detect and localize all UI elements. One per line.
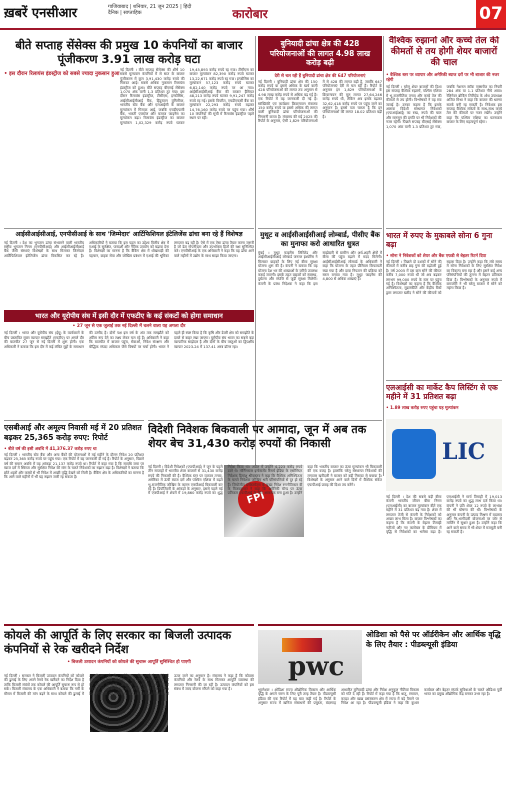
pwc-odisha-story [258, 624, 502, 796]
infrastructure-headline-band [258, 36, 382, 71]
masthead [0, 0, 506, 30]
infrastructure-body: नई दिल्ली । बुनियादी ढांचा क्षेत्र की 150 करोड़ रुपये या इससे अधिक के खर्च वाली 428 परियोजनाओं की लागत तय अनुमान से 4.98 लाख करोड़ रुपये से अधिक बढ़ गई है। एक रिपोर्ट में यह जानकारी दी गई है। सांख्यिकी एवं कार्यक्रम क्रियान्वयन मंत्रालय 150 करोड़ रुपये या इससे अधिक की लागत वाली बुनियादी ढांचा परियोजनाओं की निगरानी करता है। मंत्रालय की मई 2025 की रिपोर्ट के अनुसार, ऐसी 1,829 परियोजनाओं में से 428 की लागत बढ़ी है, जबकि 647 परियोजनाएं देरी से चल रही हैं। रिपोर्ट के अनुसार इन 1,829 परियोजनाओं के क्रियान्वयन की मूल लागत 27,64,246 करोड़ रुपये थी, लेकिन अब इसके बढ़कर 32,62,418 करोड़ रुपये पर पहुंच जाने का अनुमान है। इससे पता चलता है कि इन परियोजनाओं की लागत 18.02 प्रतिशत बढ़ी है। [258, 79, 382, 124]
column-divider [255, 36, 256, 476]
coal-kicker: • बिजली उत्पादन कंपनियों को कोयले की सुचारू आपूर्ति सुनिश्चित हो पाएगी [67, 660, 191, 665]
trade-headline: भारत और यूरोपीय संघ में इसी दौर में एफटीए के कई संकटों को होगा समाधान [35, 312, 223, 320]
infrastructure-headline: बुनियादी ढांचा क्षेत्र की 428 परियोजनाओं की लागत 4.98 लाख करोड़ बढ़ी [269, 39, 371, 67]
sbi-headline: एसबीआई और अमूल्य निवासी मई में 20 प्रतिशत बढ़कर 25,365 करोड़ रुपए: रिपोर्ट [4, 423, 142, 442]
market-outlook-kicker: • वैश्विक स्तर पर व्यापार और अमेरिकी ब्याज दरों पर भी बाजार की नजर रहेगी [386, 72, 500, 82]
fpi-body: नई दिल्ली । विदेशी निवेशकों (एफपीआई) ने जून के पहले तीन सप्ताहों में भारतीय शेयर बाजारों से 31,430 करोड़ रुपये की निकासी की है। वैश्विक स्तर पर व्यापार तनाव, अमेरिका में ऊंची ब्याज दरों और पश्चिम एशिया में बढ़ते भू-राजनीतिक जोखिम के कारण एफपीआई बिकवाली कर रहे हैं। डिपॉजिटरी के आंकड़ों के अनुसार, इससे पहले मई में एफपीआई ने शेयरों में 19,860 करोड़ रुपये का शुद्ध निवेश किया था। अप्रैल में उन्होंने 4,223 करोड़ रुपये डाले थे। मॉर्निंगस्टार इन्वेस्टमेंट रिसर्च इंडिया के एसोसिएट निदेशक हिमांशु श्रीवास्तव ने कहा कि वैश्विक अनिश्चितता के चलते निवेशक जोखिम भरी परिसंपत्तियों से दूर हो रहे हैं। जियोजीत इन्वेस्टमेंट्स के मुख्य निवेश रणनीतिकार वी के विजयकुमार ने कहा कि अमेरिकी बॉन्ड पर ऊंचा प्रतिफल एफपीआई के लिए आकर्षक बना हुआ है। उन्होंने कहा कि भारतीय बाजार का ऊंचा मूल्यांकन भी बिकवाली की एक वजह है। हालांकि घरेलू संस्थागत निवेशकों की लगातार खरीदारी ने बाजार को बड़ी गिरावट से बचाया है। विशेषज्ञों के अनुसार आने वाले दिनों में वैश्विक संकेत एफपीआई प्रवाह की दिशा तय करेंगे। [148, 465, 382, 496]
lic-wordmark: LIC [442, 439, 486, 465]
muthoot-body: मुंबई । मुथूट फाइनेंस लिमिटेड और आईसीआईसीआई लोम्बार्ड जनरल इंश्योरेंस ने मिलकर ग्राहकों के लिए नई बीमा सुरक्षा योजना शुरू की है। कंपनी ने बताया कि यह योजना देश भर की शाखाओं के जरिये उपलब्ध कराई जाएगी। इसके तहत ग्राहकों को स्वास्थ्य, दुर्घटना और संपत्ति से जुड़ी सुरक्षा मिलेगी। कंपनी के प्रबंध निदेशक ने कहा कि इस साझेदारी से ग्रामीण और अर्ध-शहरी क्षेत्रों में बीमा की पहुंच बढ़ाने में मदद मिलेगी। आईसीआईसीआई लोम्बार्ड के अधिकारी ने कहा कि योजना के तहत प्रीमियम किफायती रखा गया है और दावा निपटान की प्रक्रिया को सरल बनाया गया है। मुथूट फाइनेंस की 4,800 से अधिक शाखाएं हैं। [258, 251, 382, 286]
ai-framework-headline: आईसीआईसीआई, एनपीसीआई के साथ 'जिम्मेदार' आर्टिफिशियल इंटेलिजेंस ढांचा बना रहे हैं विशेषज्ञ [15, 231, 243, 238]
coal-headline: कोयले की आपूर्ति के लिए सरकार का बिजली उत्पादक कंपनियों से रेक खरीदने निर्देश [4, 628, 232, 656]
lead-story [4, 36, 254, 226]
sbi-body: नई दिल्ली । भारतीय स्टेट बैंक और अन्य बैंकों की योजनाओं में मई महीने के दौरान निवेश 20 प्रतिशत बढ़कर 25,365 करोड़ रुपये पर पहुंच गया। एक रिपोर्ट में यह जानकारी दी गई है। रिपोर्ट के अनुसार, पिछले वर्ष की समान अवधि में यह आंकड़ा 21,137 करोड़ रुपये था। रिपोर्ट में कहा गया है कि सावधि जमा पर ब्याज दरों में स्थिरता और सुरक्षित निवेश की मांग के चलते निवेशकों का रुझान बढ़ा है। विशेषज्ञों ने बताया कि छोटे शहरों और कस्बों से भी निवेश में अच्छी वृद्धि देखने को मिली है। बैंकिंग क्षेत्र के अधिकारियों का मानना है कि आने वाले महीनों में भी यह रुझान जारी रह सकता है। [4, 453, 144, 480]
coal-body: नई दिल्ली । सरकार ने बिजली उत्पादन कंपनियों को कोयले की ढुलाई के लिए अपने रेलवे रेक खरीदने का निर्देश दिया है ताकि बिजली संयंत्रों तक कोयले की आपूर्ति सुचारू रूप से हो सके। बिजली मंत्रालय के एक अधिकारी ने बताया कि गर्मी के मौसम में बिजली की मांग बढ़ने के साथ कोयले की ढुलाई में अड़चनें आ रही थीं। उन्होंने कहा कि अपने रेक होने से कंपनियों को रेलवे पर निर्भरता कम होगी और आपूर्ति में देरी की समस्या दूर होगी। अधिकारी के अनुसार इससे बिजली संयंत्रों में कोयले का पर्याप्त भंडार बनाए रखने में मदद मिलेगी। देश में बिजली की अधिकतम मांग इस वर्ष 250 गीगावाट से ऊपर जाने का अनुमान है। मंत्रालय ने कहा है कि कोयला कंपनियों और रेलवे के साथ मिलकर आपूर्ति व्यवस्था की लगातार निगरानी की जा रही है। उत्पादन कंपनियों को इस संबंध में जल्द योजना सौंपने को कहा गया है। [4, 674, 254, 696]
fpi-photo-label: FPI [233, 476, 278, 521]
gold-kicker: • सोना ने निवेशकों को शेयर और बैंक एफडी से बेहतर रिटर्न दिया [386, 253, 487, 258]
trade-kicker: • 27 जून से एक जुलाई तक नई दिल्ली में चलने वाला यह अगला दौर [72, 324, 186, 329]
ai-framework-body: नई दिल्ली । देश का भुगतान ढांचा संभालने वाली भारतीय राष्ट्रीय भुगतान निगम (एनपीसीआई) और आईसीआईसीआई बैंक जैसी संस्थाएं विशेषज्ञों के साथ मिलकर जिम्मेदार आर्टिफिशियल इंटेलिजेंस ढांचा विकसित कर रहे हैं। अधिकारियों ने बताया कि इस पहल का उद्देश्य वित्तीय क्षेत्र में एआई के सुरक्षित, पारदर्शी और नैतिक उपयोग को बढ़ावा देना है। विशेषज्ञों का मानना है कि बैंकिंग क्षेत्र में धोखाधड़ी की पहचान, ग्राहक सेवा और जोखिम प्रबंधन में एआई की भूमिका लगातार बढ़ रही है। ऐसे में एक ऐसा ढांचा तैयार करना जरूरी है जो डेटा गोपनीयता और उपभोक्ता हितों की रक्षा सुनिश्चित करे। एनपीसीआई के एक अधिकारी ने कहा कि यह ढांचा आने वाले महीनों में उद्योग के साथ साझा किया जाएगा। [4, 240, 254, 258]
pwc-headline: ओडिशा को पैसे पर ऑर्डरीकेन और आर्थिक वृद्धि के लिए तैयार : पीडब्ल्यूसी इंडिया [366, 630, 501, 649]
market-outlook-body: नई दिल्ली । घरेलू शेयर बाजारों की दिशा इस सप्ताह वैश्विक रुझानों, पश्चिम एशिया में भू-राजनीतिक तनाव और कच्चे तेल की कीमतों से तय होगी। विश्लेषकों ने यह राय जताई है। उनका कहना है कि इसके अलावा विदेशी संस्थागत निवेशकों (एफआईआई) का रुख, रुपये की चाल और मानसून की प्रगति पर भी निवेशकों की नजर रहेगी। पिछले सप्ताह बीएसई सेंसेक्स 1,070 अंक यानी 1.3 प्रतिशत टूट गया, जबकि नेशनल स्टॉक एक्सचेंज का निफ्टी 284 अंक या 1.1 प्रतिशत नीचे आया। रेलिगेयर ब्रोकिंग लिमिटेड के शोध उपाध्यक्ष अजित मिश्रा ने कहा कि बाजार की धारणा सतर्क बनी रह सकती है। निवेशक इस सप्ताह वैश्विक संकेतों के साथ-साथ कच्चे तेल की कीमतों पर नजर रखेंगे। उन्होंने कहा कि पश्चिम एशिया का घटनाक्रम बाजार के लिए महत्वपूर्ण रहेगा। [386, 85, 502, 129]
infrastructure-kicker: देरी से चल रही हैं बुनियादी ढांचा क्षेत्र की 647 परियोजनाएं [274, 72, 366, 78]
page-number: 07 [476, 0, 506, 28]
india-eu-trade-story [4, 310, 254, 418]
muthoot-headline: मुथूट व आईसीआईसीआई लोम्बार्ड, पीसीए बैंक का मुनाफा करो आधारित धुत्रत [260, 231, 380, 248]
gold-story [386, 228, 502, 378]
pwc-body: भुवनेश्वर । ओडिशा राज्य औद्योगिक विकास और आर्थिक वृद्धि के अगले चरण के लिए पूरी तरह तैयार है। पीडब्ल्यूसी इंडिया की एक रिपोर्ट में यह बात कही गई है। रिपोर्ट के अनुसार राज्य में खनिज संसाधनों की प्रचुरता, बंदरगाह आधारित बुनियादी ढांचा और निवेश अनुकूल नीतियां विकास को गति दे रही हैं। रिपोर्ट में कहा गया है कि धातु, रसायन, कपड़ा और खाद्य प्रसंस्करण क्षेत्र में राज्य में बड़े पैमाने पर निवेश आ रहा है। पीडब्ल्यूसी इंडिया ने कहा कि कुशल कार्यबल और बेहतर संपर्क सुविधाओं के चलते ओडिशा पूर्वी भारत का प्रमुख औद्योगिक केंद्र बनकर उभर रहा है। [258, 688, 502, 706]
ai-framework-story [4, 228, 254, 308]
trade-body: नई दिल्ली । भारत और यूरोपीय संघ (ईयू) के वार्ताकारों के बीच प्रस्तावित मुक्त व्यापार समझौते (एफटीए) पर अगले दौर की बातचीत 27 जून से नई दिल्ली में शुरू होगी। एक अधिकारी ने बताया कि इस दौर में कई लंबित मुद्दों के समाधान की उम्मीद है। दोनों पक्ष इस वर्ष के अंत तक समझौते को अंतिम रूप देने का लक्ष्य लेकर चल रहे हैं। अधिकारी ने कहा कि बातचीत में बाजार पहुंच, सेवाओं, निवेश संरक्षण और बौद्धिक संपदा अधिकार जैसे विषयों पर चर्चा होगी। भारत ने पहले ही स्पष्ट किया है कि कृषि और डेयरी क्षेत्र को समझौते के दायरे से बाहर रखा जाएगा। यूरोपीय संघ भारत का सबसे बड़ा व्यापारिक साझेदार है और दोनों के बीच वस्तुओं का द्विपक्षीय व्यापार 2023-24 में 137.41 अरब डॉलर रहा। [4, 331, 254, 349]
lic-logo-photo [386, 419, 502, 491]
lead-kicker: • इस दौरान रिलायंस इंडस्ट्रीज को सबसे ज्यादा नुकसान हुआ [4, 71, 120, 77]
newspaper-logo: ख़बरें एनसीआर [4, 6, 78, 21]
coal-story [4, 624, 254, 796]
pwc-wordmark: pwc [288, 652, 345, 682]
sbi-kicker: • बीते वर्ष की इसी अवधि में 41,376.37 करोड़ रुपए था [4, 446, 97, 451]
market-outlook-headline: वैश्विक रुझानों और कच्चे तेल की कीमतों से तय होगी शेयर बाजारों की चाल [389, 36, 499, 68]
lic-emblem-icon [392, 429, 436, 479]
fpi-story [148, 420, 382, 620]
lic-headline: एलआईसी का मार्केट कैप लिस्टिंग से एक महीने में 31 प्रतिशत बढ़ा [386, 383, 498, 401]
pwc-logo-photo [258, 630, 362, 684]
gold-headline: भारत में रुपए के मुकाबले सोना 6 गुना बढ़ा [386, 231, 493, 249]
section-name: कारोबार [232, 7, 268, 21]
lic-body: नई दिल्ली । देश की सबसे बड़ी बीमा कंपनी भारतीय जीवन बीमा निगम (एलआईसी) का बाजार मूल्यांकन बीते एक महीने में 31 प्रतिशत बढ़ गया है। शेयर में लगातार तेजी से कंपनी के निवेशकों को अच्छा लाभ मिला है। बाजार विश्लेषकों का कहना है कि कंपनी के बेहतर तिमाही नतीजों और नए कारोबार के प्रीमियम में वृद्धि से निवेशकों का भरोसा बढ़ा है। एलआईसी ने मार्च तिमाही में 19,013 करोड़ रुपये का शुद्ध लाभ दर्ज किया था। कंपनी ने प्रति शेयर 12 रुपये के लाभांश की भी घोषणा की थी। विश्लेषकों के अनुसार कंपनी के उत्पाद मिश्रण में बदलाव और गैर-भागीदारी योजनाओं पर जोर से मार्जिन में सुधार हुआ है। उन्होंने कहा कि आने वाले समय में भी शेयर में मजबूती बनी रह सकती है। [386, 495, 502, 535]
lead-body: नई दिल्ली । बीते सप्ताह सेंसेक्स की शीर्ष 10 सबसे मूल्यवान कंपनियों में से सात के बाजार पूंजीकरण में कुल 3,91,430 करोड़ रुपये की गिरावट आई। सबसे अधिक नुकसान रिलायंस इंडस्ट्रीज को हुआ। बीते सप्ताह बीएसई सेंसेक्स 1,070 अंक यानी 1.3 प्रतिशत टूट गया। इस दौरान रिलायंस इंडस्ट्रीज, टीसीएस, इन्फोसिस, आईसीआईसीआई बैंक, हिंदुस्तान यूनिलीवर, भारतीय स्टेट बैंक और एलआईसी के बाजार मूल्यांकन में गिरावट आई, जबकि एचडीएफसी बैंक, भारती एयरटेल और बजाज फाइनेंस का मूल्यांकन बढ़ा। रिलायंस इंडस्ट्रीज का बाजार मूल्यांकन 1,02,329 करोड़ रुपये घटकर 19,45,893 करोड़ रुपये रह गया। टीसीएस का बाजार मूल्यांकन 82,390 करोड़ रुपये घटकर 13,22,671 करोड़ रुपये रह गया। इन्फोसिस का मूल्यांकन 57,123 करोड़ रुपये घटकर 6,82,140 करोड़ रुपये पर आ गया। आईसीआईसीआई बैंक की बाजार हैसियत 48,213 करोड़ रुपये घटकर 9,91,247 करोड़ रुपये रह गई। इसके विपरीत, एचडीएफसी बैंक का मूल्यांकन 22,293 करोड़ रुपये बढ़कर 14,76,160 करोड़ रुपये पर पहुंच गया। शीर्ष 10 कंपनियों की सूची में रिलायंस इंडस्ट्रीज पहले स्थान पर रही। [120, 68, 254, 125]
column-divider [383, 36, 384, 476]
fpi-headline: विदेशी निवेशक बिकवाली पर आमादा, जून में अब तक शेयर बेच 31,430 करोड़ रुपयों की निकासी [148, 423, 367, 450]
trade-headline-band [4, 310, 254, 322]
lic-story [386, 380, 502, 620]
muthoot-story [258, 228, 382, 418]
dateline: गाजियाबाद | शनिवार, 21 जून 2025 | हिंदी दैनिक | साप्ताहिक [108, 4, 192, 16]
infrastructure-story [258, 36, 382, 226]
lic-kicker: • 1.89 लाख करोड़ रुपए पहुंचा यह मूल्यांकन [386, 405, 459, 410]
sbi-deposit-story [4, 420, 144, 545]
pwc-brand-mark [282, 638, 322, 652]
lead-headline: बीते सप्ताह सेंसेक्स की प्रमुख 10 कंपनियों का बाजार पूंजीकरण 3.91 लाख करोड़ घटा [15, 38, 243, 66]
gold-body: नई दिल्ली । पिछले दो दशकों में सोने की कीमतों में करीब छह गुना की बढ़ोतरी हुई है। वर्ष 2005 में दस ग्राम सोने की कीमत करीब 7,000 रुपये थी जो अब बढ़कर लगभग 99,000 रुपये के स्तर पर पहुंच गई है। विशेषज्ञों का कहना है कि वैश्विक अनिश्चितता, मुद्रास्फीति और केंद्रीय बैंकों द्वारा लगातार खरीद ने सोने की कीमतों को सहारा दिया है। उन्होंने कहा कि लंबे समय में सोना निवेशकों के लिए सुरक्षित निवेश का विकल्प बना रहा है और इसने कई अन्य परिसंपत्तियों की तुलना में बेहतर प्रतिफल दिया है। विश्लेषकों के अनुसार रुपये में कमजोरी ने भी घरेलू बाजार में सोने को महंगा किया है। [386, 260, 502, 295]
market-outlook-story [386, 36, 502, 226]
